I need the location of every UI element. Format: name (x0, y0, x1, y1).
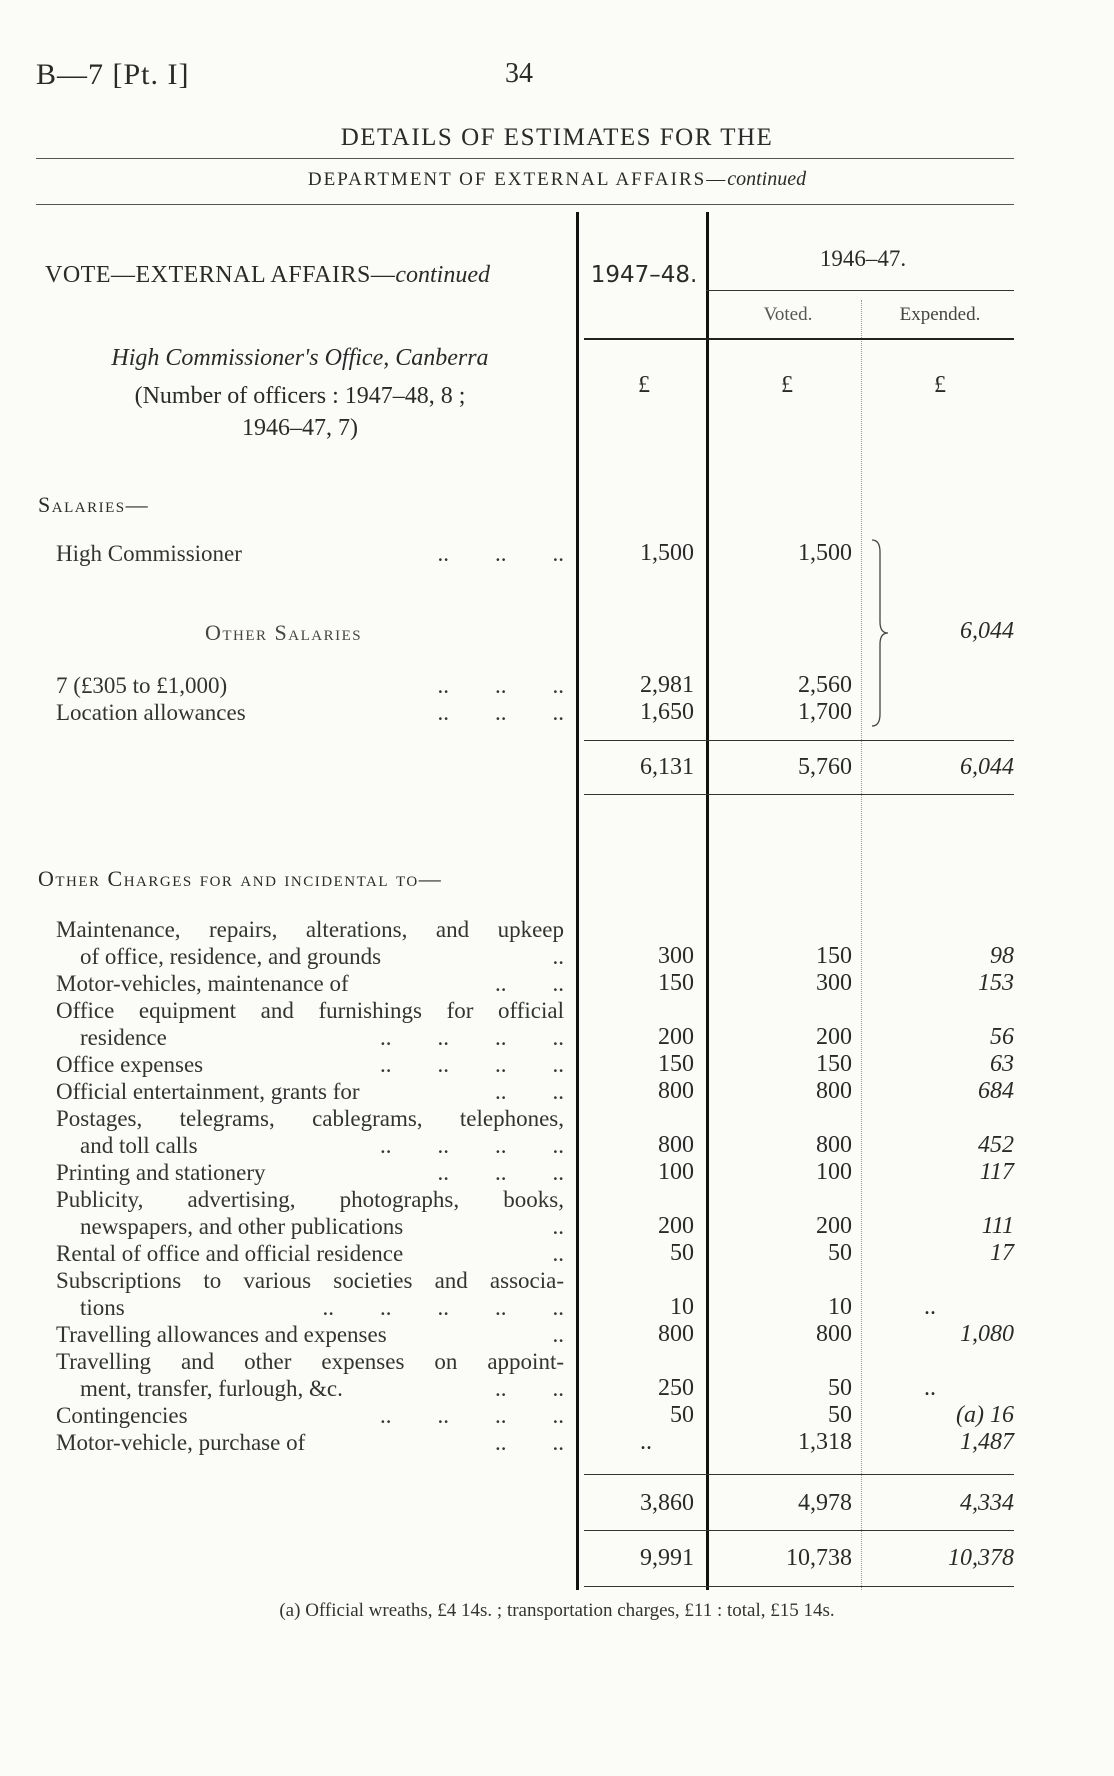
charge-1947-travelling-other: 250 (658, 1375, 694, 1401)
salary-voted-other: 2,560 (798, 672, 852, 698)
table-divider-1947 (706, 212, 709, 1590)
charge-expended-office-equipment: 56 (990, 1024, 1014, 1050)
charge-label-subscriptions-line2: tions .. .. .. .. .. (80, 1295, 564, 1320)
table-divider-voted (861, 300, 862, 1590)
salary-bracket-expended: 6,044 (960, 618, 1014, 644)
page-number: 34 (505, 58, 533, 89)
footnote: (a) Official wreaths, £4 14s. ; transportation charges, £11 : total, £15 14s. (279, 1600, 835, 1621)
salaries-heading: Salaries— (38, 492, 150, 517)
header-split-rule (706, 290, 1014, 291)
column-header-1946-47: 1946–47. (819, 246, 907, 271)
charge-label-contingencies: Contingencies .. .. .. .. (56, 1403, 564, 1428)
charge-label-motor-maintenance: Motor-vehicles, maintenance of .. .. (56, 971, 564, 996)
office-name: High Commissioner's Office, Canberra (111, 345, 489, 371)
salary-label-high-commissioner: High Commissioner .. .. .. (56, 541, 564, 566)
vote-title (45, 262, 490, 289)
salaries-total-voted: 5,760 (798, 754, 852, 780)
vote-title-continued: continued (395, 262, 490, 288)
department-heading (0, 168, 1114, 191)
charge-label-travelling-other-line1: Travelling and other expenses on appoint- (56, 1349, 564, 1374)
grand-total-expended: 10,378 (948, 1545, 1014, 1571)
charge-1947-official-entertainment: 800 (658, 1078, 694, 1104)
officers-count-line2: 1946–47, 7) (242, 415, 358, 441)
charge-1947-maintenance: 300 (658, 943, 694, 969)
column-header-1947-48: 1947–48. (590, 262, 698, 288)
column-header-expended: Expended. (899, 304, 981, 325)
charge-label-printing: Printing and stationery .. .. .. (56, 1160, 564, 1185)
salary-1947-other: 2,981 (640, 672, 694, 698)
vote-title-text: VOTE—EXTERNAL AFFAIRS— (45, 262, 396, 288)
charge-1947-postages: 800 (658, 1132, 694, 1158)
charge-label-office-equipment-line1: Office equipment and furnishings for official (56, 998, 564, 1023)
charge-label-postages-line1: Postages, telegrams, cablegrams, telephones, (56, 1106, 564, 1131)
charge-voted-official-entertainment: 800 (816, 1078, 852, 1104)
charge-voted-subscriptions: 10 (828, 1294, 852, 1320)
charge-1947-subscriptions: 10 (670, 1294, 694, 1320)
page-reference: B—7 [Pt. I] (36, 58, 190, 91)
charge-voted-printing: 100 (816, 1159, 852, 1185)
charge-expended-rental: 17 (990, 1240, 1014, 1266)
charge-expended-official-entertainment: 684 (978, 1078, 1014, 1104)
charge-voted-contingencies: 50 (828, 1402, 852, 1428)
charge-1947-contingencies: 50 (670, 1402, 694, 1428)
charge-1947-motor-maintenance: 150 (658, 970, 694, 996)
salaries-subtotal-rule (584, 740, 1014, 741)
header-bottom-rule (584, 338, 1014, 340)
grand-total-1947: 9,991 (640, 1545, 694, 1571)
charge-label-travelling-allowances: Travelling allowances and expenses .. (56, 1322, 564, 1347)
charge-1947-travelling-allowances: 800 (658, 1321, 694, 1347)
charges-total-1947: 3,860 (640, 1490, 694, 1516)
charge-expended-postages: 452 (978, 1132, 1014, 1158)
salaries-total-expended: 6,044 (960, 754, 1014, 780)
salary-voted-high-commissioner: 1,500 (798, 540, 852, 566)
charge-label-maintenance-line2: of office, residence, and grounds .. (80, 944, 564, 969)
charge-expended-motor-maintenance: 153 (978, 970, 1014, 996)
charge-expended-printing: 117 (979, 1159, 1014, 1185)
charges-total-voted: 4,978 (798, 1490, 852, 1516)
salary-label-other: 7 (£305 to £1,000) .. .. .. (56, 673, 564, 698)
page-title: DETAILS OF ESTIMATES FOR THE (340, 124, 774, 151)
charge-1947-publicity: 200 (658, 1213, 694, 1239)
charge-1947-printing: 100 (658, 1159, 694, 1185)
charge-label-subscriptions-line1: Subscriptions to various societies and associa- (56, 1268, 564, 1293)
charge-label-publicity-line2: newspapers, and other publications .. (80, 1214, 564, 1239)
charge-label-office-equipment-line2: residence .. .. .. .. (80, 1025, 564, 1050)
charge-label-maintenance-line1: Maintenance, repairs, alterations, and upkeep (56, 917, 564, 942)
charge-label-travelling-other-line2: ment, transfer, furlough, &c. .. .. (80, 1376, 564, 1401)
currency-expended: £ (934, 372, 946, 398)
charge-label-rental: Rental of office and official residence .. (56, 1241, 564, 1266)
column-header-voted: Voted. (763, 304, 813, 325)
charge-1947-rental: 50 (670, 1240, 694, 1266)
grand-total-bottom-rule (584, 1586, 1014, 1587)
salaries-total-1947: 6,131 (640, 754, 694, 780)
department-continued: continued (727, 168, 807, 190)
charge-voted-office-expenses: 150 (816, 1051, 852, 1077)
salary-label-location-allowances: Location allowances .. .. .. (56, 700, 564, 725)
department-name: DEPARTMENT OF EXTERNAL AFFAIRS— (307, 169, 728, 190)
other-salaries-heading: Other Salaries (205, 620, 363, 645)
charge-label-motor-purchase: Motor-vehicle, purchase of .. .. (56, 1430, 564, 1455)
title-rule (36, 158, 1014, 159)
charge-voted-travelling-allowances: 800 (816, 1321, 852, 1347)
grand-total-top-rule (584, 1530, 1014, 1531)
officers-count-line1: (Number of officers : 1947–48, 8 ; (134, 383, 466, 409)
charge-expended-travelling-allowances: 1,080 (960, 1321, 1014, 1347)
salary-1947-high-commissioner: 1,500 (640, 540, 694, 566)
charge-voted-rental: 50 (828, 1240, 852, 1266)
charge-label-official-entertainment: Official entertainment, grants for .. .. (56, 1079, 564, 1104)
charge-1947-office-equipment: 200 (658, 1024, 694, 1050)
charge-voted-publicity: 200 (816, 1213, 852, 1239)
charge-label-office-expenses: Office expenses .. .. .. .. (56, 1052, 564, 1077)
grand-total-voted: 10,738 (786, 1545, 852, 1571)
charge-expended-contingencies: (a) 16 (956, 1402, 1014, 1428)
charge-expended-subscriptions: .. (924, 1294, 936, 1320)
charge-voted-postages: 800 (816, 1132, 852, 1158)
charge-1947-motor-purchase: .. (640, 1429, 652, 1455)
charge-expended-office-expenses: 63 (990, 1051, 1014, 1077)
department-rule (36, 204, 1014, 205)
charge-label-postages-line2: and toll calls .. .. .. .. (80, 1133, 564, 1158)
charges-total-expended: 4,334 (960, 1490, 1014, 1516)
charge-voted-motor-maintenance: 300 (816, 970, 852, 996)
table-divider-main (576, 212, 579, 1590)
salary-voted-location-allowances: 1,700 (798, 699, 852, 725)
charge-voted-motor-purchase: 1,318 (798, 1429, 852, 1455)
charge-voted-office-equipment: 200 (816, 1024, 852, 1050)
charges-subtotal-rule (584, 1474, 1014, 1475)
charge-expended-motor-purchase: 1,487 (960, 1429, 1014, 1455)
charge-label-publicity-line1: Publicity, advertising, photographs, books, (56, 1187, 564, 1212)
charge-voted-maintenance: 150 (816, 943, 852, 969)
salaries-total-rule (584, 794, 1014, 795)
charge-expended-maintenance: 98 (990, 943, 1014, 969)
currency-voted: £ (781, 372, 793, 398)
charge-1947-office-expenses: 150 (658, 1051, 694, 1077)
salary-1947-location-allowances: 1,650 (640, 699, 694, 725)
other-charges-heading: Other Charges for and incidental to— (38, 866, 443, 891)
currency-1947: £ (638, 372, 650, 398)
charge-voted-travelling-other: 50 (828, 1375, 852, 1401)
charge-expended-travelling-other: .. (924, 1375, 936, 1401)
charge-expended-publicity: 111 (981, 1213, 1014, 1239)
